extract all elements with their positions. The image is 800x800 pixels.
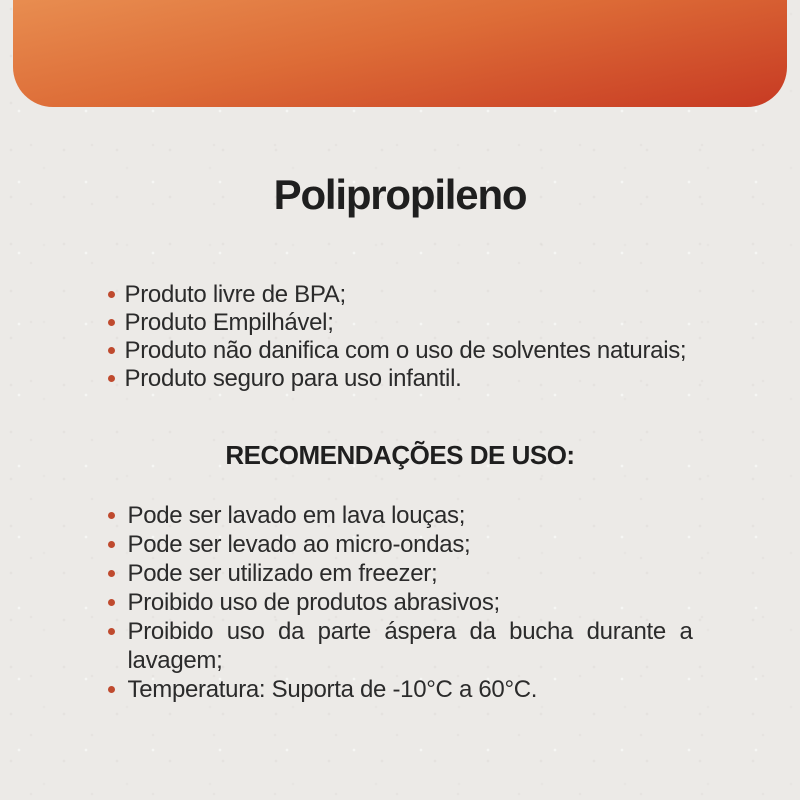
recommendations-heading: RECOMENDAÇÕES DE USO: — [225, 440, 575, 470]
bullet-icon — [108, 319, 115, 326]
list-item-text: Produto livre de BPA; — [124, 281, 346, 308]
bullet-icon — [108, 686, 115, 693]
bullet-icon — [108, 628, 115, 635]
content-area — [0, 107, 800, 704]
list-item — [108, 617, 693, 675]
bullet-icon — [108, 375, 115, 382]
bullet-icon — [108, 347, 115, 354]
list-item — [108, 530, 693, 559]
list-item-text: Produto não danifica com o uso de solventes naturais; — [124, 337, 687, 364]
list-item-text: Temperatura: Suporta de -10°C a 60°C. — [127, 676, 538, 703]
list-item-text: Produto Empilhável; — [124, 309, 334, 336]
list-item — [108, 309, 693, 337]
list-item-text: Pode ser utilizado em freezer; — [127, 560, 438, 587]
list-item — [108, 281, 693, 309]
list-item-text: Produto seguro para uso infantil. — [124, 365, 462, 392]
list-item — [108, 559, 693, 588]
list-item-text: Proibido uso de produtos abrasivos; — [127, 589, 500, 616]
bullet-icon — [108, 291, 115, 298]
list-item — [108, 501, 693, 530]
bullet-icon — [108, 599, 115, 606]
list-item — [108, 365, 693, 393]
list-item-text: Proibido uso da parte áspera da bucha durante a lavagem; — [127, 618, 693, 674]
page-title: Polipropileno — [273, 171, 527, 218]
header-gradient-bar — [13, 0, 787, 107]
list-item — [108, 588, 693, 617]
list-item — [108, 337, 693, 365]
features-list — [108, 281, 693, 393]
list-item-text: Pode ser levado ao micro-ondas; — [127, 531, 471, 558]
bullet-icon — [108, 512, 115, 519]
recommendations-list — [108, 501, 693, 704]
bullet-icon — [108, 541, 115, 548]
list-item — [108, 675, 693, 704]
bullet-icon — [108, 570, 115, 577]
list-item-text: Pode ser lavado em lava louças; — [127, 502, 466, 529]
